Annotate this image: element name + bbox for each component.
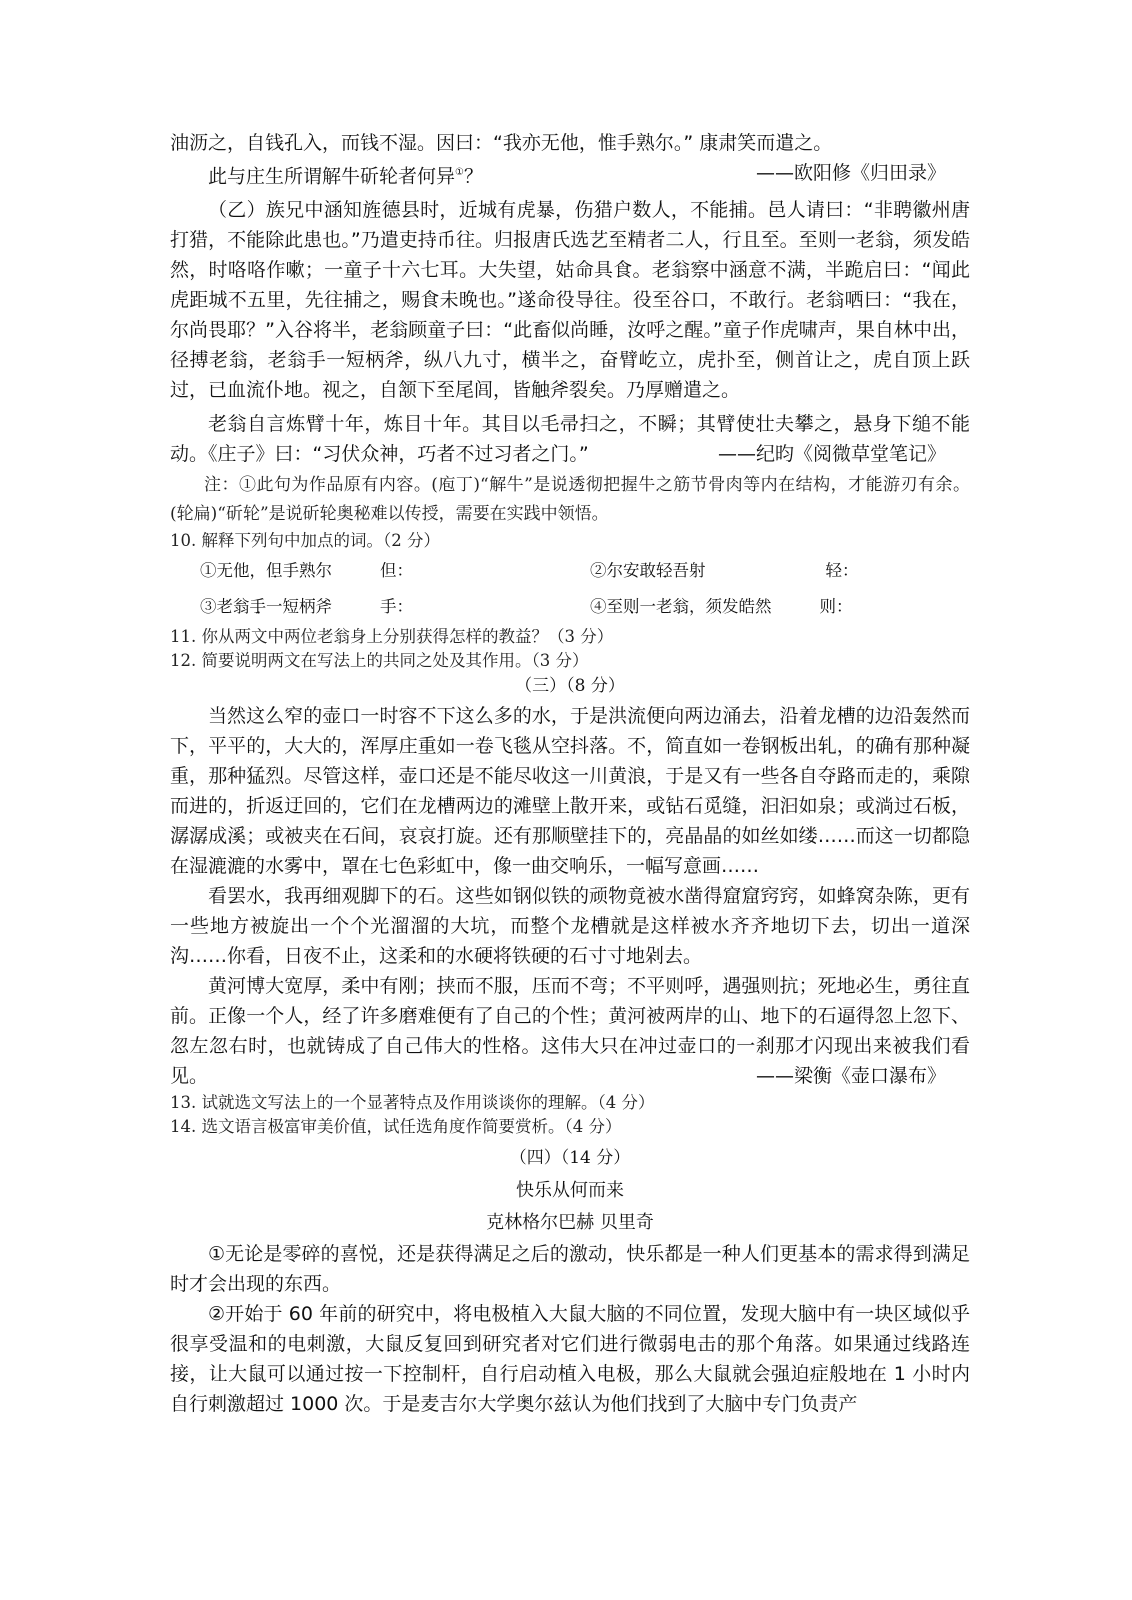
section-4-heading: （四）（14 分） xyxy=(509,1148,631,1169)
option-3: ③老翁手一短柄斧 手： xyxy=(200,597,413,617)
source-citation: ——欧阳修《归田录》 xyxy=(755,162,946,184)
footnote: 注：①此句为作品原有内容。(庖丁)“解牛”是说透彻把握牛之筋节骨肉等内在结构，才能游刃有余。(轮扁)“斫轮”是说斫轮奥秘难以传授，需要在实践中领悟。 xyxy=(170,475,970,525)
question-13: 13. 试就选文写法上的一个显著特点及作用谈谈你的理解。（4 分） xyxy=(170,1093,655,1113)
section-3-para3: 黄河博大宽厚，柔中有刚；挟而不服，压而不弯；不平则呼，遇强则抗；死地必生，勇往直前。正像一个人，经了许多磨难便有了自己的个性；黄河被两岸的山、地下的石逼得忽上忽下、忽左忽右时，也就铸成了自己伟大的性格。这伟大只在冲过壶口的一刹那才闪现出来被我们看见。 ——梁衡《壶口瀑布》 xyxy=(170,971,970,1091)
passage-yi-para1: （乙）族兄中涵知旌德县时，近城有虎暴，伤猎户数人，不能捕。邑人请曰：“非聘徽州唐打猎，不能除此患也。”乃遣吏持币往。归报唐氏选艺至精者二人，行且至。至则一老翁，须发皓然，时咯咯作嗽；一童子十六七耳。大失望，姑命具食。老翁察中涵意不满，半跪启曰：“闻此虎距城不五里，先往捕之，赐食未晚也。”遂命役导往。役至谷口，不敢行。老翁哂曰：“我在，尔尚畏耶？”入谷将半，老翁顾童子曰：“此畜似尚睡，汝呼之醒。”童子作虎啸声，果自林中出，径搏老翁，老翁手一短柄斧，纵八九寸，横半之，奋臂屹立，虎扑至，侧首让之，虎自顶上跃过，已血流仆地。视之，自颔下至尾闾，皆触斧裂矣。乃厚赠遣之。 xyxy=(170,199,970,402)
passage-jia-comment xyxy=(170,158,970,191)
section-3-para2: 看罢水，我再细观脚下的石。这些如钢似铁的顽物竟被水凿得窟窟窍窍，如蜂窝杂陈，更有一些地方被旋出一个个光溜溜的大坑，而整个龙槽就是这样被水齐齐地切下去，切出一道深沟……你看，日夜不止，这柔和的水硬将铁硬的石寸寸地剁去。 xyxy=(170,885,970,968)
article-title: 快乐从何而来 xyxy=(516,1180,624,1202)
option-2: ②尔安敢轻吾射 轻： xyxy=(590,561,859,581)
source-citation: ——梁衡《壶口瀑布》 xyxy=(755,1065,946,1088)
exam-page xyxy=(170,128,970,1419)
option-1: ①无他，但手熟尔 但： xyxy=(200,561,413,581)
comment-text: 此与庄生所谓解牛斫轮者何异①？ xyxy=(208,165,483,188)
section-3-para1: 当然这么窄的壶口一时容不下这么多的水，于是洪流便向两边涌去，沿着龙槽的边沿轰然而下，平平的，大大的，浑厚庄重如一卷飞毯从空抖落。不，简直如一卷钢板出轧，的确有那种凝重，那种猛烈。尽管这样，壶口还是不能尽收这一川黄浪，于是又有一些各自夺路而走的，乘隙而进的，折返迂回的，它们在龙槽两边的滩壁上散开来，或钻石觅缝，汩汩如泉；或淌过石板，潺潺成溪；或被夹在石间，哀哀打旋。还有那顺壁挂下的，亮晶晶的如丝如缕……而这一切都隐在湿漉漉的水雾中，罩在七色彩虹中，像一曲交响乐，一幅写意画…… xyxy=(170,705,970,878)
question-10-options xyxy=(170,553,970,625)
passage-yi-para2: 老翁自言炼臂十年，炼目十年。其目以毛帚扫之，不瞬；其臂使壮夫攀之，悬身下缒不能动。《庄子》曰：“习伏众神，巧者不过习者之门。” ——纪昀《阅微草堂笔记》 xyxy=(170,409,970,469)
article-para2: ②开始于 60 年前的研究中，将电极植入大鼠大脑的不同位置，发现大脑中有一块区域似乎很享受温和的电刺激，大鼠反复回到研究者对它们进行微弱电击的那个角落。如果通过线路连接，让大鼠可以通过按一下控制杆，自行启动植入电极，那么大鼠就会强迫症般地在 1 小时内自行刺激超过 1000 次。于是麦吉尔大学奥尔兹认为他们找到了大脑中专门负责产 xyxy=(170,1303,970,1416)
footnote-mark: ① xyxy=(455,167,464,178)
passage-jia-line: 油沥之，自钱孔入，而钱不湿。因曰：“我亦无他，惟手熟尔。” 康肃笑而遣之。 xyxy=(170,132,833,154)
source-citation: ——纪昀《阅微草堂笔记》 xyxy=(717,443,946,466)
question-12: 12. 简要说明两文在写法上的共同之处及其作用。（3 分） xyxy=(170,651,589,671)
section-3-heading: （三）（8 分） xyxy=(515,676,625,697)
article-author: 克林格尔巴赫 贝里奇 xyxy=(486,1212,654,1234)
option-4: ④至则一老翁，须发皓然 则： xyxy=(590,597,853,617)
question-14: 14. 选文语言极富审美价值，试任选角度作简要赏析。（4 分） xyxy=(170,1117,622,1137)
article-para1: ①无论是零碎的喜悦，还是获得满足之后的激动，快乐都是一种人们更基本的需求得到满足时才会出现的东西。 xyxy=(170,1243,970,1296)
question-11: 11. 你从两文中两位老翁身上分别获得怎样的教益？（3 分） xyxy=(170,627,614,647)
question-10: 10. 解释下列句中加点的词。（2 分） xyxy=(170,531,440,551)
